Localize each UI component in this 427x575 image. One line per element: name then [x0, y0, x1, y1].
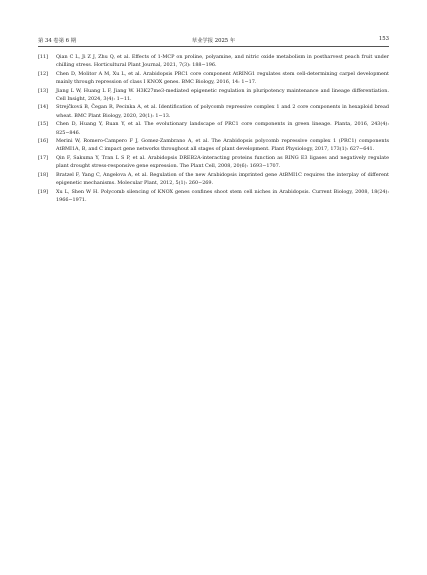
reference-list — [38, 53, 389, 204]
reference-text: Qin F, Sakuma Y, Tran L S P, et al. Arabidopsis DREB2A-interacting proteins function as RING E3 ligases and negatively regulate plant drought stress-responsive gene expression. The Plant Cell, 2008, 20(6): 1693−1707. — [56, 154, 389, 170]
reference-number: [13] — [38, 87, 49, 94]
reference-item — [38, 171, 389, 188]
reference-item — [38, 154, 389, 171]
journal-year: 草业学报 2025 年 — [191, 38, 236, 44]
reference-number: [17] — [38, 154, 49, 161]
reference-item — [38, 120, 389, 137]
volume-issue: 第 34 卷第 6 期 — [38, 38, 77, 44]
reference-text: Qian C L, Ji Z J, Zhu Q, et al. Effects of 1-MCP on proline, polyamine, and nitric oxide metabolism in postharvest peach fruit under chilling stress. Horticultural Plant Journal, 2021, 7(3): 188−196. — [56, 54, 389, 69]
reference-item — [38, 70, 389, 87]
reference-number: [19] — [38, 188, 49, 195]
reference-number: [16] — [38, 138, 49, 145]
reference-item — [38, 87, 389, 104]
reference-item — [38, 188, 389, 205]
reference-item — [38, 103, 389, 120]
header-rule — [38, 46, 389, 47]
reference-text: Strejčková B, Čegan R, Pecinka A, et al. Identification of polycomb repressive complex 1 and 2 core components in hexaploid bread wheat. BMC Plant Biology, 2020, 20(1): 1−13. — [56, 104, 389, 119]
reference-number: [12] — [38, 70, 49, 77]
reference-text: Jiang L W, Huang L F, Jiang W. H3K27me3-mediated epigenetic regulation in pluripotency maintenance and lineage differentiation. Cell Insight, 2024, 3(4): 1−11. — [56, 87, 389, 103]
reference-number: [15] — [38, 121, 49, 128]
reference-number: [11] — [38, 54, 49, 60]
reference-text: Chen D, Huang Y, Ruan Y, et al. The evolutionary landscape of PRC1 core components in green lineage. Planta, 2016, 243(4): 825−846. — [56, 121, 389, 136]
reference-number: [14] — [38, 104, 49, 111]
reference-item — [38, 53, 389, 70]
reference-text: Xu L, Shen W H. Polycomb silencing of KNOX genes confines shoot stem cell niches in Arabidopsis. Current Biology, 2008, 18(24): 1966−1971. — [56, 188, 389, 203]
reference-text: Bratzel F, Yang C, Angelova A, et al. Regulation of the new Arabidopsis imprinted gene AtBMI1C requires the interplay of different epigenetic mechanisms. Molecular Plant, 2012, 5(1): 260−269. — [56, 171, 389, 187]
page-number: 153 — [378, 36, 389, 42]
reference-text: Chen D, Molitor A M, Xu L, et al. Arabidopsis PRC1 core component AtRING1 regulates stem cell-determining carpel development mainly through repression of class I KNOX genes. BMC Biology, 2016, 14: 1−17. — [56, 70, 389, 86]
reference-text: Merini W, Romero-Campero F J, Gomez-Zambrano A, et al. The Arabidopsis polycomb repressive complex 1 (PRC1) components AtBMI1A, B, and C impact gene networks throughout all stages of plant development. Plant Physiology, 2017, 173(1): 627−641. — [56, 138, 389, 153]
reference-item — [38, 137, 389, 154]
reference-number: [18] — [38, 171, 49, 178]
